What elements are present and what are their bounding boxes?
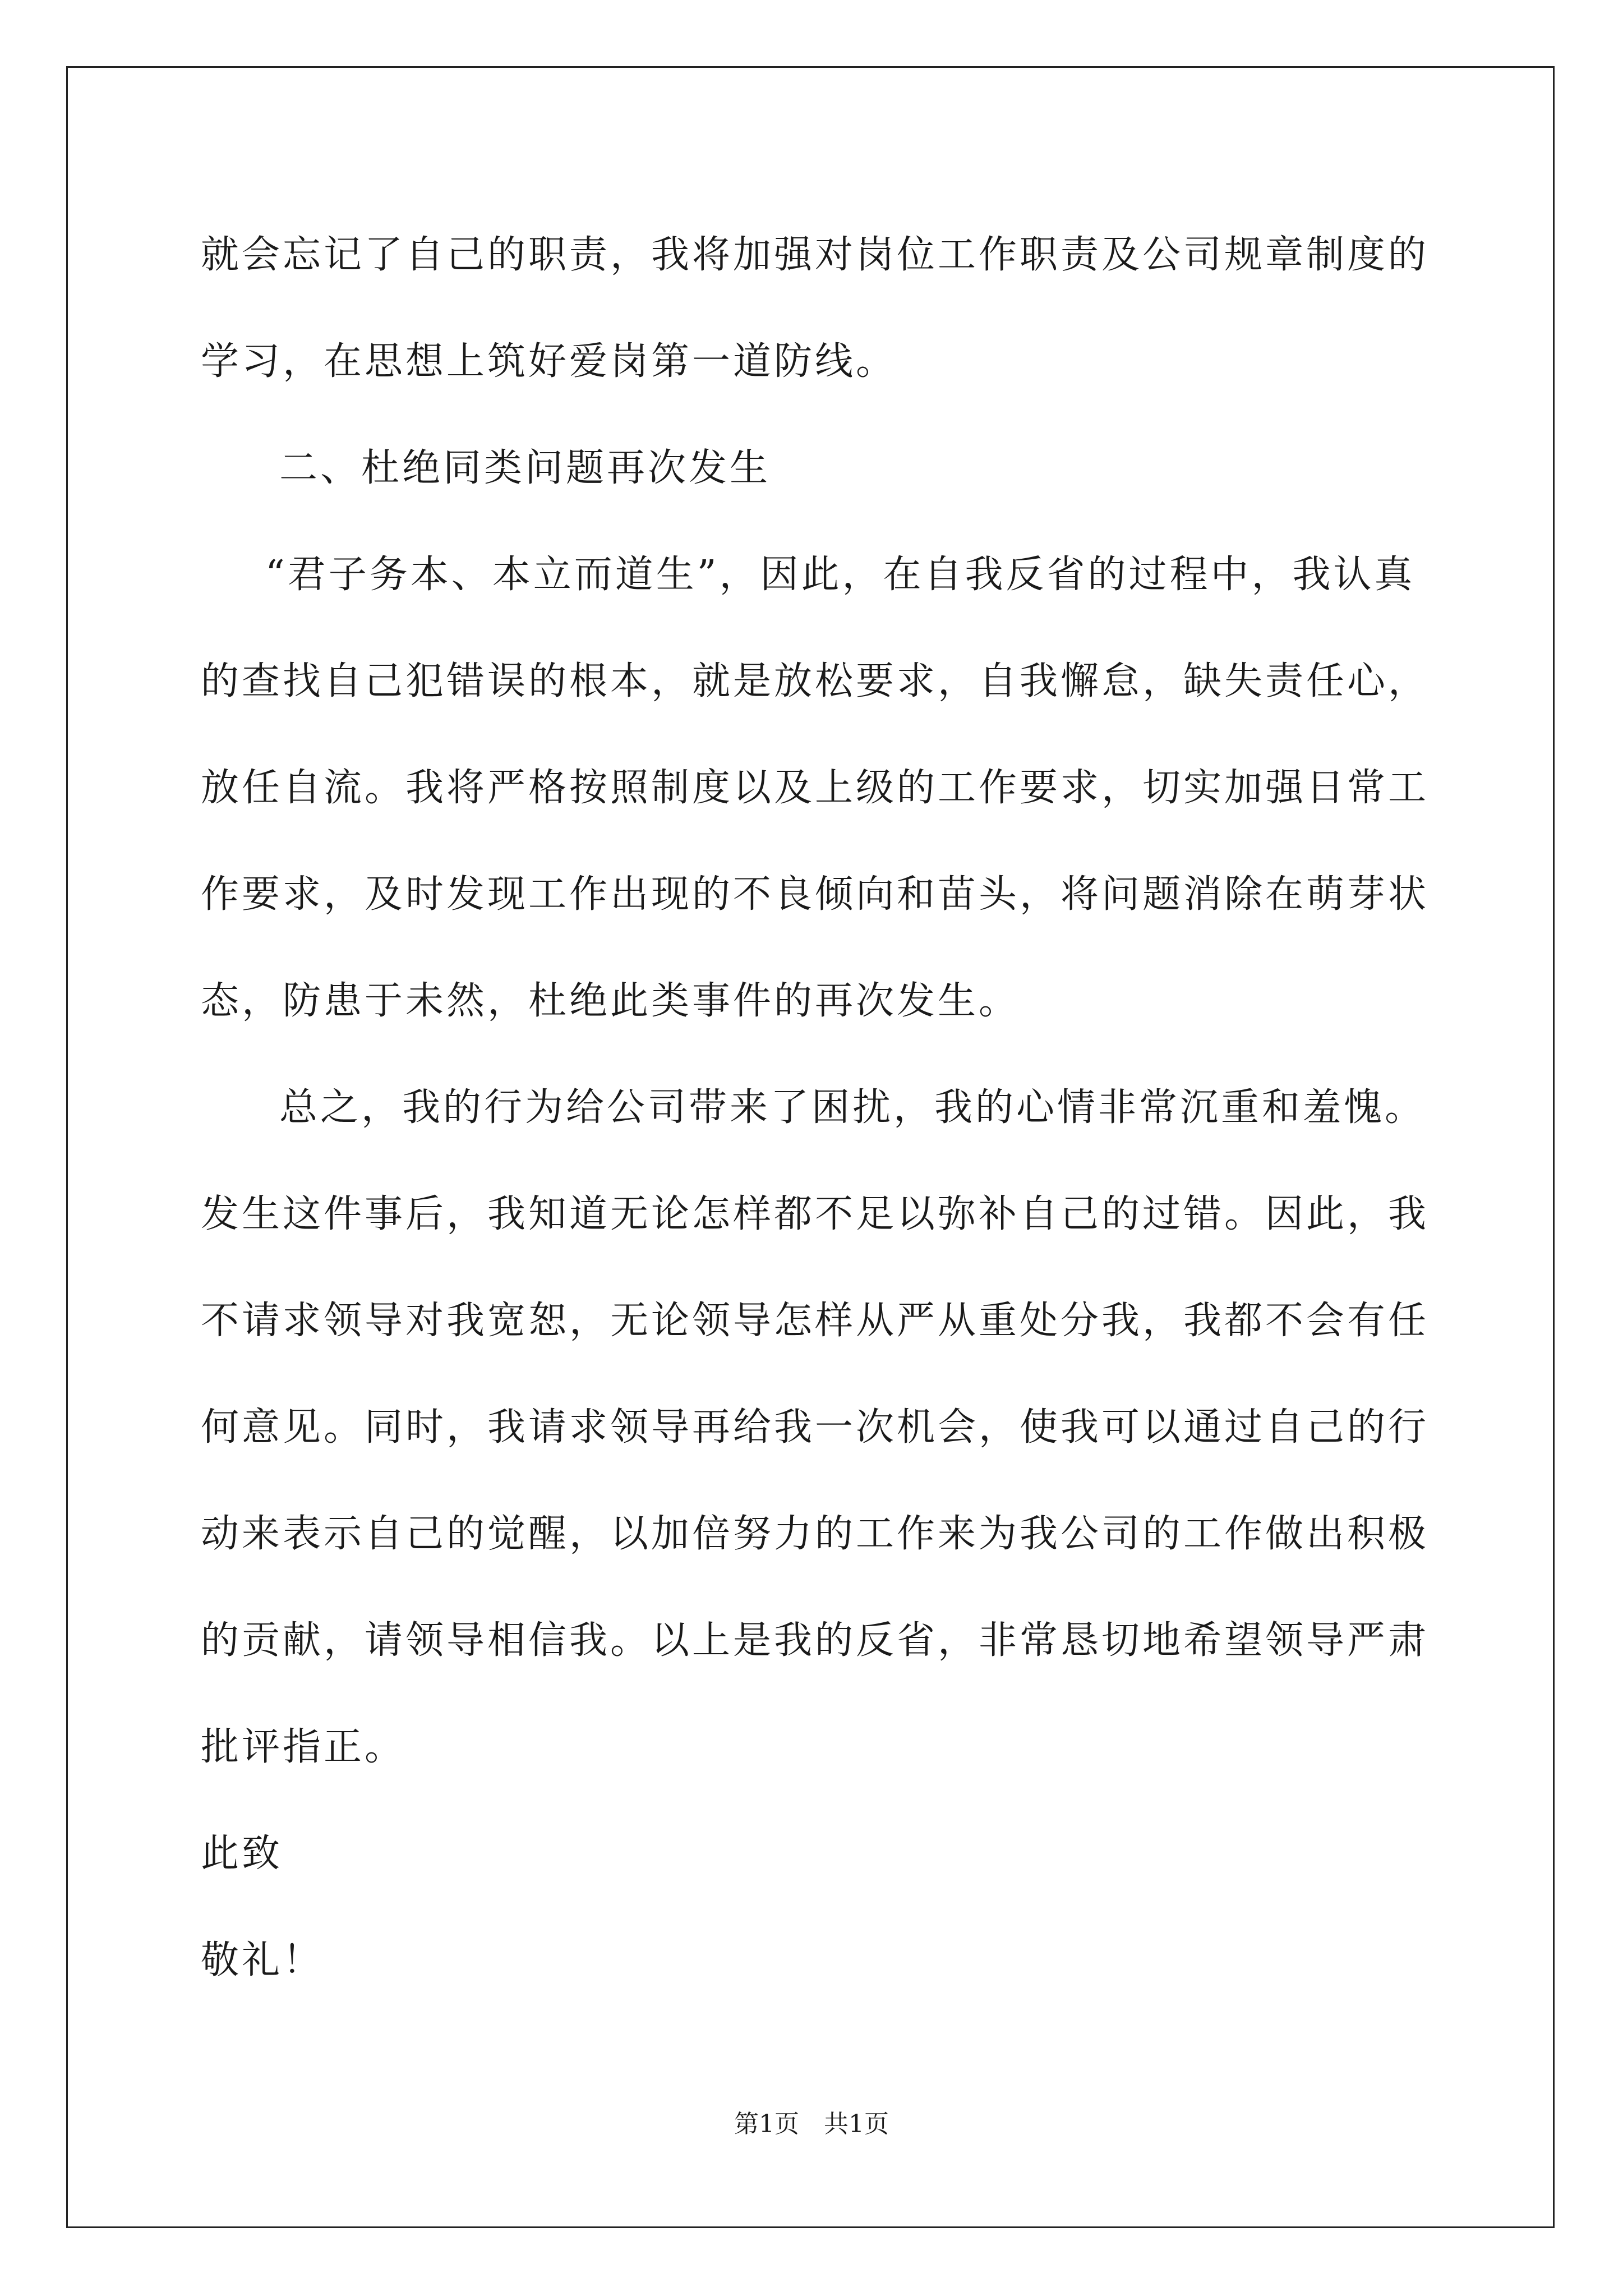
paragraph-line: 不请求领导对我宽恕，无论领导怎样从严从重处分我，我都不会有任	[201, 1299, 1430, 1343]
paragraph-line: 就会忘记了自己的职责，我将加强对岗位工作职责及公司规章制度的	[201, 233, 1430, 277]
document-body	[201, 202, 1435, 2014]
paragraph-line: 何意见。同时，我请求领导再给我一次机会，使我可以通过自己的行	[201, 1405, 1430, 1450]
paragraph-line: 学习，在思想上筑好爱岗第一道防线。	[201, 339, 897, 384]
closing-salutation: 此致	[201, 1832, 283, 1876]
paragraph-line: 的查找自己犯错误的根本，就是放松要求，自我懈怠，缺失责任心，	[201, 659, 1430, 703]
closing-regards: 敬礼！	[201, 1938, 324, 1982]
paragraph-line: 总之，我的行为给公司带来了困扰，我的心情非常沉重和羞愧。	[279, 1085, 1426, 1130]
paragraph-line: “君子务本、本立而道生”，因此，在自我反省的过程中，我认真	[265, 553, 1415, 597]
paragraph-line: 的贡献，请领导相信我。以上是我的反省，非常恳切地希望领导严肃	[201, 1618, 1430, 1663]
paragraph-line: 动来表示自己的觉醒，以加倍努力的工作来为我公司的工作做出积极	[201, 1512, 1430, 1556]
section-heading: 二、杜绝同类问题再次发生	[279, 446, 771, 490]
page-number-footer: 第1页 共1页	[734, 2110, 889, 2138]
paragraph-line: 发生这件事后，我知道无论怎样都不足以弥补自己的过错。因此，我	[201, 1192, 1430, 1236]
paragraph-line: 批评指正。	[201, 1725, 406, 1769]
paragraph-line: 作要求，及时发现工作出现的不良倾向和苗头，将问题消除在萌芽状	[201, 872, 1430, 917]
paragraph-line: 放任自流。我将严格按照制度以及上级的工作要求，切实加强日常工	[201, 766, 1430, 810]
paragraph-line: 态，防患于未然，杜绝此类事件的再次发生。	[201, 979, 1020, 1023]
